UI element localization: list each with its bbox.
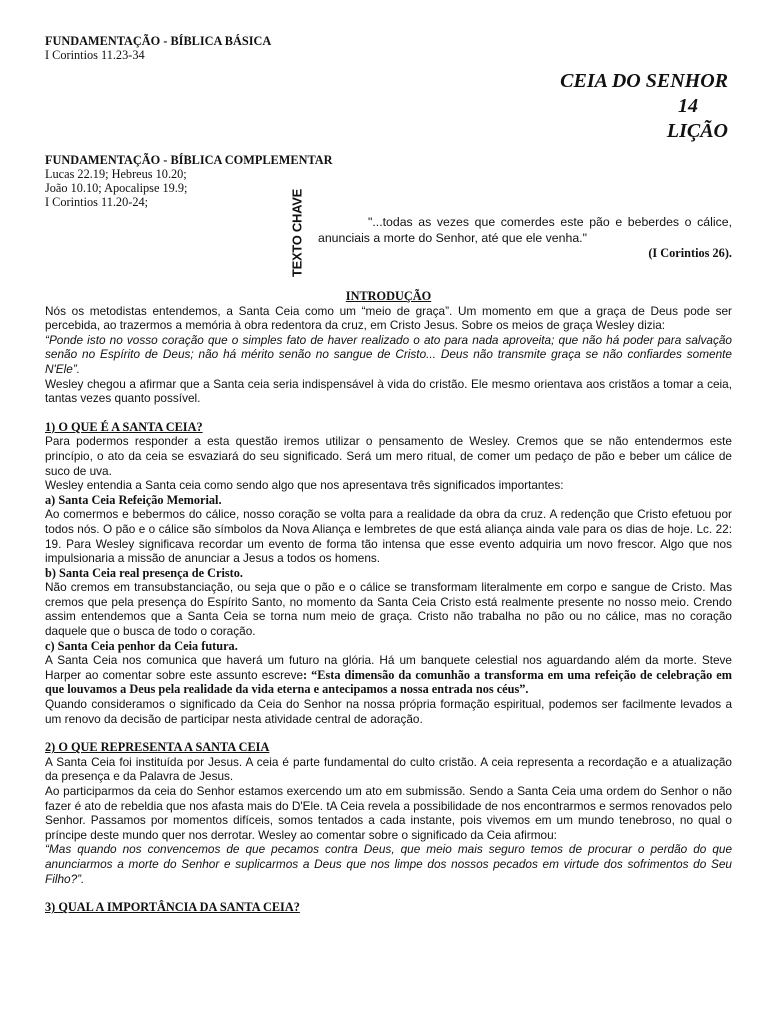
subsection-b-heading: b) Santa Ceia real presença de Cristo.	[45, 565, 243, 580]
section-2-wesley-quote: “Mas quando nos convencemos de que pecamos contra Deus, que meio mais seguro temos de procurar o perdão do que anunciarmos a morte do Senhor e suplicarmos a Deus que nos limpe dos nossos pecados em virtude dos sofrimentos do Seu Filho?”.	[45, 842, 732, 886]
lesson-label: LIÇÃO	[666, 120, 728, 142]
complementary-ref-3: I Corintios 11.20-24;	[45, 195, 149, 209]
key-text-label: TEXTO CHAVE	[289, 189, 305, 277]
section-1-paragraph-2: Wesley entendia a Santa ceia como sendo algo que nos apresentava três significados importantes:	[45, 478, 564, 493]
intro-heading: INTRODUÇÃO	[345, 289, 432, 303]
lesson-number: 14	[678, 95, 698, 117]
subsection-a-heading: a) Santa Ceia Refeição Memorial.	[45, 492, 222, 507]
subsection-b-text: Não cremos em transubstanciação, ou seja que o pão e o cálice se transformam literalmente em corpo e sangue de Cristo. Mas cremos que pela presença do Espírito Santo, no momento da Santa Ceia Cristo está realmente presente no nosso meio. Crendo assim entendemos que a Santa Ceia se torna num meio de graça. Cristo não trabalha no pão ou no cálice, mas no coração daquele que o busca de todo o coração.	[45, 580, 732, 639]
intro-paragraph-2: Wesley chegou a afirmar que a Santa ceia seria indispensável à vida do cristão. Ele mesmo orientava aos cristãos a tomar a ceia, tantas vezes quanto possível.	[45, 376, 732, 406]
lesson-title: CEIA DO SENHOR	[560, 70, 728, 92]
intro-paragraph-1: Nós os metodistas entendemos, a Santa Ceia como um “meio de graça”. Um momento em que a graça de Deus pode ser percebida, ao trazermos a memória à obra redentora da cruz, em Cristo Jesus. Sobre os meios de graça Wesley dizia:	[45, 303, 732, 333]
subsection-c-conclusion: Quando consideramos o significado da Ceia do Senhor na nossa própria formação espiritual, podemos ser facilmente levados a um renovo da decisão de participar nesta atividade central de adoração.	[45, 697, 732, 726]
key-text-quote: "...todas as vezes que comerdes este pão e beberdes o cálice, anunciais a morte do Senhor, até que ele venha."	[318, 215, 732, 245]
complementary-foundation-title: FUNDAMENTAÇÃO - BÍBLICA COMPLEMENTAR	[45, 153, 333, 167]
section-2-paragraph-2: Ao participarmos da ceia do Senhor estamos exercendo um ato em submissão. Sendo a Santa Ceia uma ordem do Senhor o não fazer é ato de rebeldia que nos afasta mais do D'Ele. tA Ceia revela a possibilidade de nos encontrarmos e sermos renovados pelo Senhor. Passamos por momentos difíceis, somos tentados a cada instante, pois vivemos em um mundo tenebroso, no qual o príncipe deste mundo quer nos derrotar. Wesley ao comentar sobre o significado da Ceia afirmou:	[45, 784, 732, 842]
section-1-heading: 1) O QUE É A SANTA CEIA?	[45, 419, 203, 434]
section-1-paragraph-1: Para podermos responder a esta questão iremos utilizar o pensamento de Wesley. Cremos que se não entendermos este princípio, o ato da ceia se esvaziará do seu significado. Será um mero ritual, de comer um pedaço de pão e beber um cálice de suco de uva.	[45, 434, 732, 478]
intro-wesley-quote: “Ponde isto no vosso coração que o simples fato de haver realizado o ato para nada aproveita; que não há poder para salvação senão no Espírito de Deus; não há mérito senão no sangue de Cristo... Deus não transmite graça se não confiardes somente N'Ele”.	[45, 332, 732, 376]
key-text-reference: (I Corintios 26).	[648, 246, 732, 260]
complementary-ref-1: Lucas 22.19; Hebreus 10.20;	[45, 167, 187, 181]
subsection-a-text: Ao comermos e bebermos do cálice, nosso coração se volta para a realidade da obra da cruz. A redenção que Cristo efetuou por todos nós. O pão e o cálice são símbolos da Nova Aliança e lembretes de que está aliança ainda vale para os dias de hoje. Lc. 22: 19. Para Wesley significava recordar um evento de forma tão intensa que esse evento adquiria um novo frescor. Algo que nos impulsionaria a missão de anunciar a Jesus a todos os homens.	[45, 507, 732, 566]
section-2-heading: 2) O QUE REPRESENTA A SANTA CEIA	[45, 740, 270, 755]
section-2-paragraph-1: A Santa Ceia foi instituída por Jesus. A ceia é parte fundamental do culto cristão. A ceia representa a recordação e a atualização da presença e da Palavra de Jesus.	[45, 754, 732, 784]
complementary-ref-2: João 10.10; Apocalipse 19.9;	[45, 181, 188, 195]
lesson-body	[45, 289, 732, 915]
section-3-heading: 3) QUAL A IMPORTÂNCIA DA SANTA CEIA?	[45, 900, 300, 915]
basic-foundation-title: FUNDAMENTAÇÃO - BÍBLICA BÁSICA	[45, 34, 272, 48]
subsection-c-text: A Santa Ceia nos comunica que haverá um futuro na glória. Há um banquete celestial nos aguardando além da morte. Steve Harper ao comentar sobre este assunto escreve: “Esta dimensão da comunhão a transforma em uma refeição de celebração em que louvamos a Deus pela realidade da vida eterna e antecipamos a nossa entrada nos céus”.	[45, 653, 732, 697]
basic-foundation-ref: I Corintios 11.23-34	[45, 48, 145, 62]
subsection-c-heading: c) Santa Ceia penhor da Ceia futura.	[45, 638, 238, 653]
